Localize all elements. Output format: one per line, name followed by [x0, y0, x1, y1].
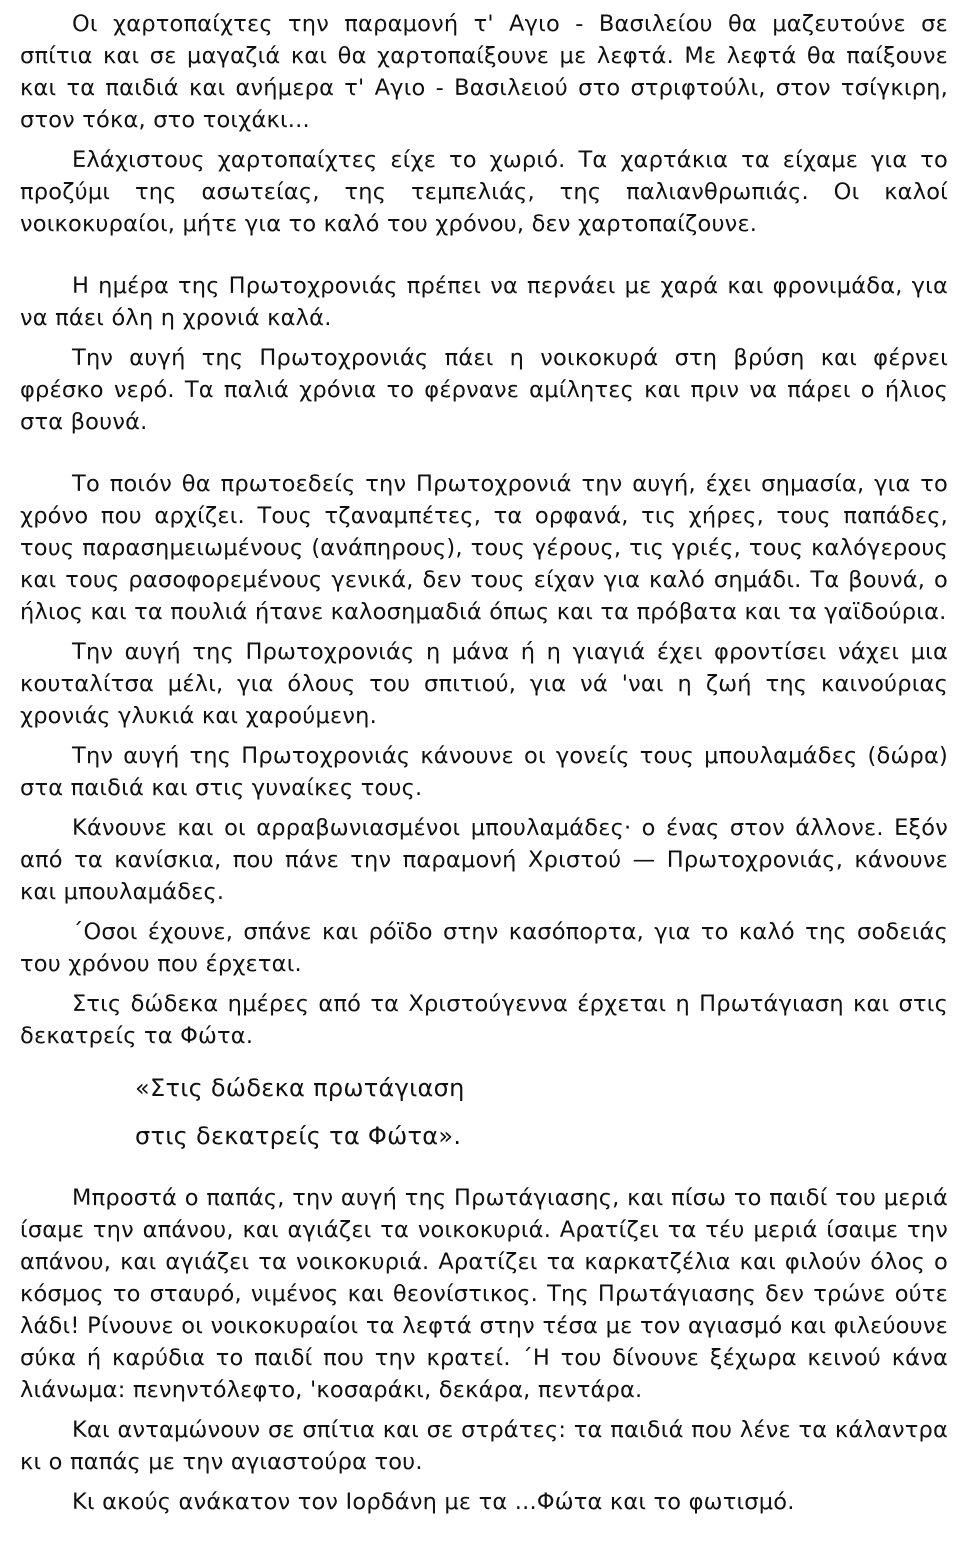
paragraph-card-players: Οι χαρτοπαίχτες την παραμονή τ' Αγιο - Βασιλείου θα μαζευτούνε σε σπίτια και σε μαγαζιά και θα χαρτοπαίξουνε με λεφτά. Με λεφτά θα παίξουνε και τα παιδιά και ανήμερα τ' Αγιο - Βασιλειού στο στριφτούλι, στον τσίγκιρη, στον τόκα, στο τοιχάκι... [20, 11, 948, 133]
document-page [20, 8, 948, 1526]
verse-line: στις δεκατρείς τα Φώτα». [135, 1122, 462, 1150]
paragraph-jordan: Κι ακούς ανάκατον τον Ιορδάνη με τα ...Φώτα και το φωτισμό. [72, 1489, 795, 1515]
verse-line: «Στις δώδεκα πρωτάγιαση [135, 1074, 465, 1102]
paragraph-honey: Την αυγή της Πρωτοχρονιάς η μάνα ή η γιαγιά έχει φροντίσει νάχει μια κουταλίτσα μέλι, για όλους του σπιτιού, για νά 'ναι η ζωή της καινούριας χρονιάς γλυκιά και χαρούμενη. [20, 639, 948, 729]
paragraph-first-sight: Το ποιόν θα πρωτοεδείς την Πρωτοχρονιά την αυγή, έχει σημασία, για το χρόνο που αρχίζει. Τους τζαναμπέτες, τα ορφανά, τις χήρες, τους παπάδες, τους παρασημειωμένους (ανάπηρους), τους γέρους, τις γριές, τους καλόγερους και τους ρασοφορεμένους γενικά, δεν τους είχαν για καλό σημάδι. Τα βουνά, ο ήλιος και τα πουλιά ήτανε καλοσημαδιά όπως και τα πρόβατα και τα γαϊδούρια. [20, 471, 948, 625]
paragraph-gifts: Την αυγή της Πρωτοχρονιάς κάνουνε οι γονείς τους μπουλαμάδες (δώρα) στα παιδιά και στις γυναίκες τους. [20, 743, 948, 801]
paragraph-blessing-procession: Μπροστά ο παπάς, την αυγή της Πρωτάγιασης, και πίσω το παιδί του μεριά ίσαμε την απάνου, και αγιάζει τα νοικοκυριά. Αρατίζει τα τέυ μεριά ίσαιμε την απάνου, και αγιάζει τα νοικοκυριά. Αρατίζει τα καρκατζέλια και φιλούν όλος ο κόσμος το σταυρό, νιμένος και θεονίστικος. Της Πρωτάγιασης δεν τρώνε ούτε λάδι! Ρίνουνε οι νοικοκυραίοι τα λεφτά στην τέσα με τον αγιασμό και φιλεύουνε σύκα ή καρύδια το παιδί που την κρατεί. ΄Η του δίνουνε ξέχωρα κεινού κάνα λιάνωμα: πενηντόλεφτο, 'κοσαράκι, δεκάρα, πεντάρα. [20, 1185, 948, 1403]
verse-quote [135, 1064, 948, 1160]
paragraph-fresh-water: Την αυγή της Πρωτοχρονιάς πάει η νοικοκυρά στη βρύση και φέρνει φρέσκο νερό. Τα παλιά χρόνια το φέρνανε αμίλητες και πριν να πάρει ο ήλιος στα βουνά. [20, 345, 948, 435]
paragraph-epiphany-dates: Στις δώδεκα ημέρες από τα Χριστούγεννα έρχεται η Πρωτάγιαση και στις δεκατρείς τα Φώτα. [20, 991, 948, 1049]
paragraph-new-year-day: Η ημέρα της Πρωτοχρονιάς πρέπει να περνάει με χαρά και φρονιμάδα, για να πάει όλη η χρονιά καλά. [20, 273, 948, 331]
paragraph-few-players: Ελάχιστους χαρτοπαίχτες είχε το χωριό. Τα χαρτάκια τα είχαμε για το προζύμι της ασωτείας, της τεμπελιάς, της παλιανθρωπιάς. Οι καλοί νοικοκυραίοι, μήτε για το καλό του χρόνου, δεν χαρτοπαίζουνε. [20, 147, 948, 237]
paragraph-engaged-gifts: Κάνουνε και οι αρραβωνιασμένοι μπουλαμάδες· ο ένας στον άλλονε. Εξόν από τα κανίσκια, που πάνε την παραμονή Χριστού — Πρωτοχρονιάς, κάνουνε και μπουλαμάδες. [20, 815, 948, 905]
paragraph-carolers: Και ανταμώνουν σε σπίτια και σε στράτες: τα παιδιά που λένε τα κάλαντρα κι ο παπάς με την αγιαστούρα του. [20, 1417, 948, 1475]
paragraph-pomegranate: ΄Οσοι έχουνε, σπάνε και ρόϊδο στην κασόπορτα, για το καλό της σοδειάς του χρόνου που έρχεται. [20, 919, 948, 977]
